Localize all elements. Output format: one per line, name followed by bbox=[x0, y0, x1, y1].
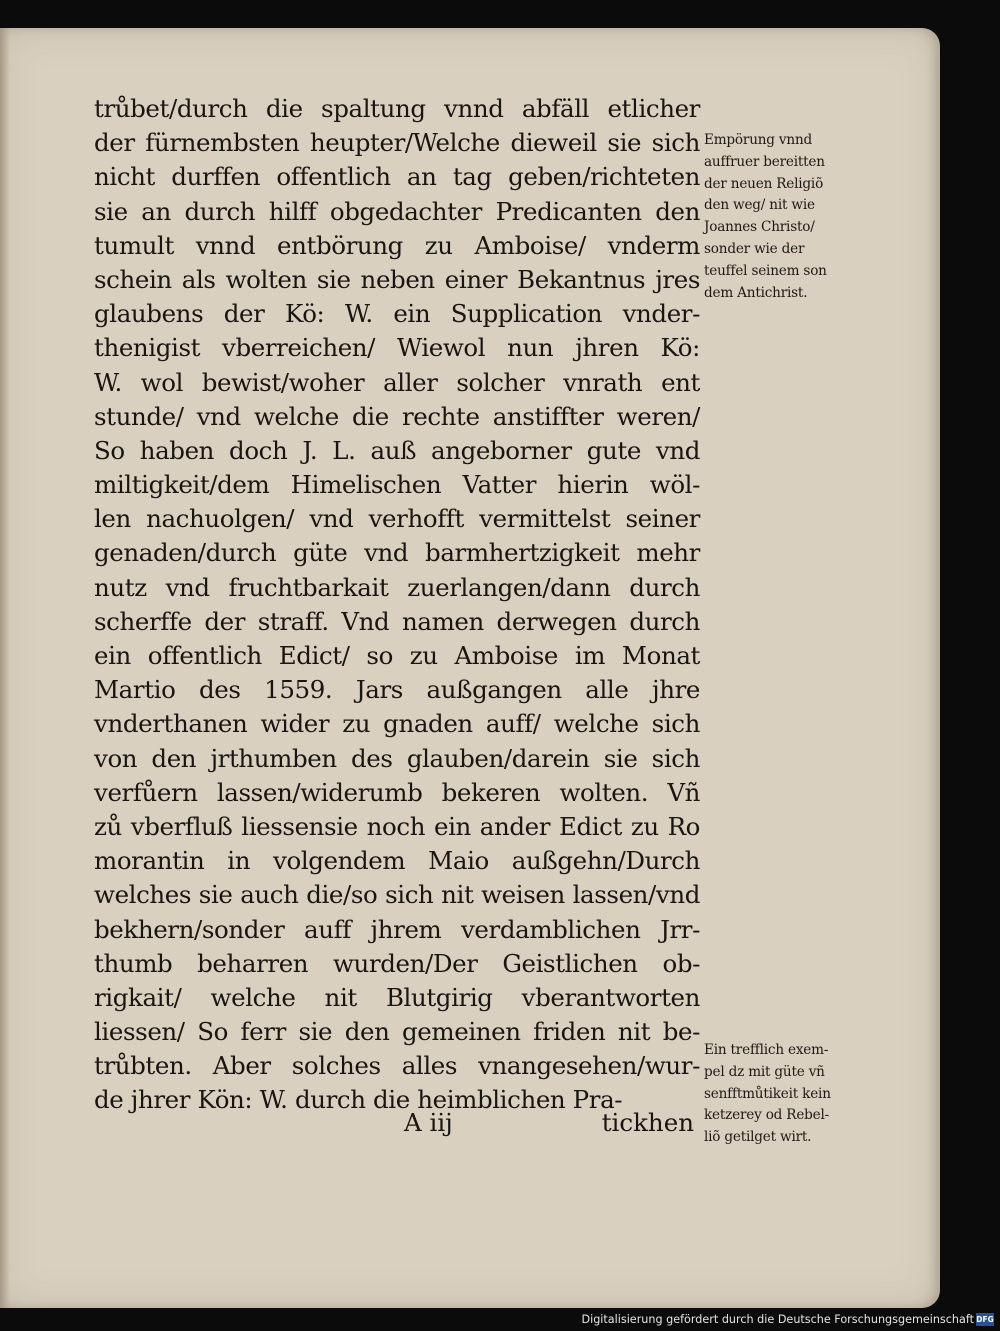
text-line: trůbten. Aber solches alles vnangesehen/wur- bbox=[94, 1051, 700, 1081]
margin-note-line: senfftmůtikeit kein bbox=[704, 1085, 831, 1102]
page-footer-line bbox=[94, 1108, 700, 1144]
text-line: ein offentlich Edict/ so zu Amboise im Monat bbox=[94, 641, 700, 670]
text-line: schein als wolten sie neben einer Bekantnus jres bbox=[94, 264, 700, 294]
margin-note-line: dem Antichrist. bbox=[704, 284, 808, 301]
margin-note-line: der neuen Religiõ bbox=[704, 175, 824, 192]
margin-note-line: Empörung vnnd bbox=[704, 132, 813, 148]
text-line: sie an durch hilff obgedachter Predicanten den bbox=[94, 196, 700, 226]
text-line: trůbet/durch die spaltung vnnd abfäll etlicher bbox=[94, 94, 700, 123]
text-line: nutz vnd fruchtbarkait zuerlangen/dann durch bbox=[94, 572, 700, 602]
text-line: tumult vnnd entbörung zu Amboise/ vnderm bbox=[94, 230, 700, 260]
text-line: Martio des 1559. Jars außgangen alle jhre bbox=[94, 675, 700, 705]
margin-note-line: Joannes Christo/ bbox=[704, 219, 815, 236]
dfg-logo: DFG bbox=[976, 1315, 994, 1324]
text-line: len nachuolgen/ vnd verhofft vermittelst seiner bbox=[94, 504, 700, 534]
text-line: welches sie auch die/so sich nit weisen lassen/vnd bbox=[94, 880, 700, 910]
margin-note-line: liõ getilget wirt. bbox=[704, 1129, 812, 1146]
margin-note-line: teuffel seinem son bbox=[704, 262, 827, 279]
text-line: vnderthanen wider zu gnaden auff/ welche sich bbox=[94, 709, 700, 739]
text-line: scherffe der straff. Vnd namen derwegen durch bbox=[94, 606, 700, 636]
text-line: de jhrer Kön: W. durch die heimblichen Pra- bbox=[94, 1085, 623, 1115]
text-line: der fürnembsten heupter/Welche dieweil sie sich bbox=[94, 128, 700, 158]
page-gutter-shadow bbox=[0, 28, 10, 1308]
margin-note-line: pel dz mit güte vñ bbox=[704, 1063, 825, 1080]
text-line: liessen/ So ferr sie den gemeinen friden nit be- bbox=[94, 1017, 700, 1047]
text-line: stunde/ vnd welche die rechte anstiffter weren/ bbox=[94, 401, 700, 431]
marginal-note-revolt bbox=[704, 130, 827, 304]
text-line: verfůern lassen/widerumb bekeren wolten. Vñ bbox=[94, 777, 700, 807]
signature-mark: A iij bbox=[404, 1108, 453, 1137]
digitization-credit: Digitalisierung gefördert durch die Deutsche Forschungsgemeinschaft bbox=[581, 1313, 974, 1326]
margin-note-line: sonder wie der bbox=[704, 240, 805, 257]
margin-note-line: auffruer bereitten bbox=[704, 153, 825, 170]
text-line: thumb beharren wurden/Der Geistlichen ob- bbox=[94, 948, 700, 978]
text-line: nicht durffen offentlich an tag geben/richteten bbox=[94, 162, 700, 192]
text-line: zů vberfluß liessensie noch ein ander Edict zu Ro bbox=[94, 811, 700, 841]
text-line: So haben doch J. L. auß angeborner gute vnd bbox=[94, 435, 700, 465]
text-line: glaubens der Kö: W. ein Supplication vnder- bbox=[94, 299, 700, 329]
text-line: miltigkeit/dem Himelischen Vatter hierin wöl- bbox=[94, 470, 700, 500]
text-line: W. wol bewist/woher aller solcher vnrath ent bbox=[94, 367, 700, 397]
text-line: bekhern/sonder auff jhrem verdamblichen Jrr- bbox=[94, 914, 700, 944]
text-line: thenigist vberreichen/ Wiewol nun jhren Kö: bbox=[94, 333, 700, 363]
margin-note-line: Ein trefflich exem- bbox=[704, 1042, 829, 1058]
text-line: morantin in volgendem Maio außgehn/Durch bbox=[94, 846, 700, 876]
catchword: tickhen bbox=[601, 1108, 694, 1137]
main-text-block bbox=[94, 92, 700, 1118]
marginal-note-example bbox=[704, 1040, 831, 1149]
margin-note-line: den weg/ nit wie bbox=[704, 197, 815, 214]
text-line: genaden/durch güte vnd barmhertzigkeit mehr bbox=[94, 538, 700, 568]
text-line: von den jrthumben des glauben/darein sie sich bbox=[94, 743, 700, 773]
text-line: rigkait/ welche nit Blutgirig vberantworten bbox=[94, 982, 700, 1012]
margin-note-line: ketzerey od Rebel- bbox=[704, 1107, 830, 1124]
